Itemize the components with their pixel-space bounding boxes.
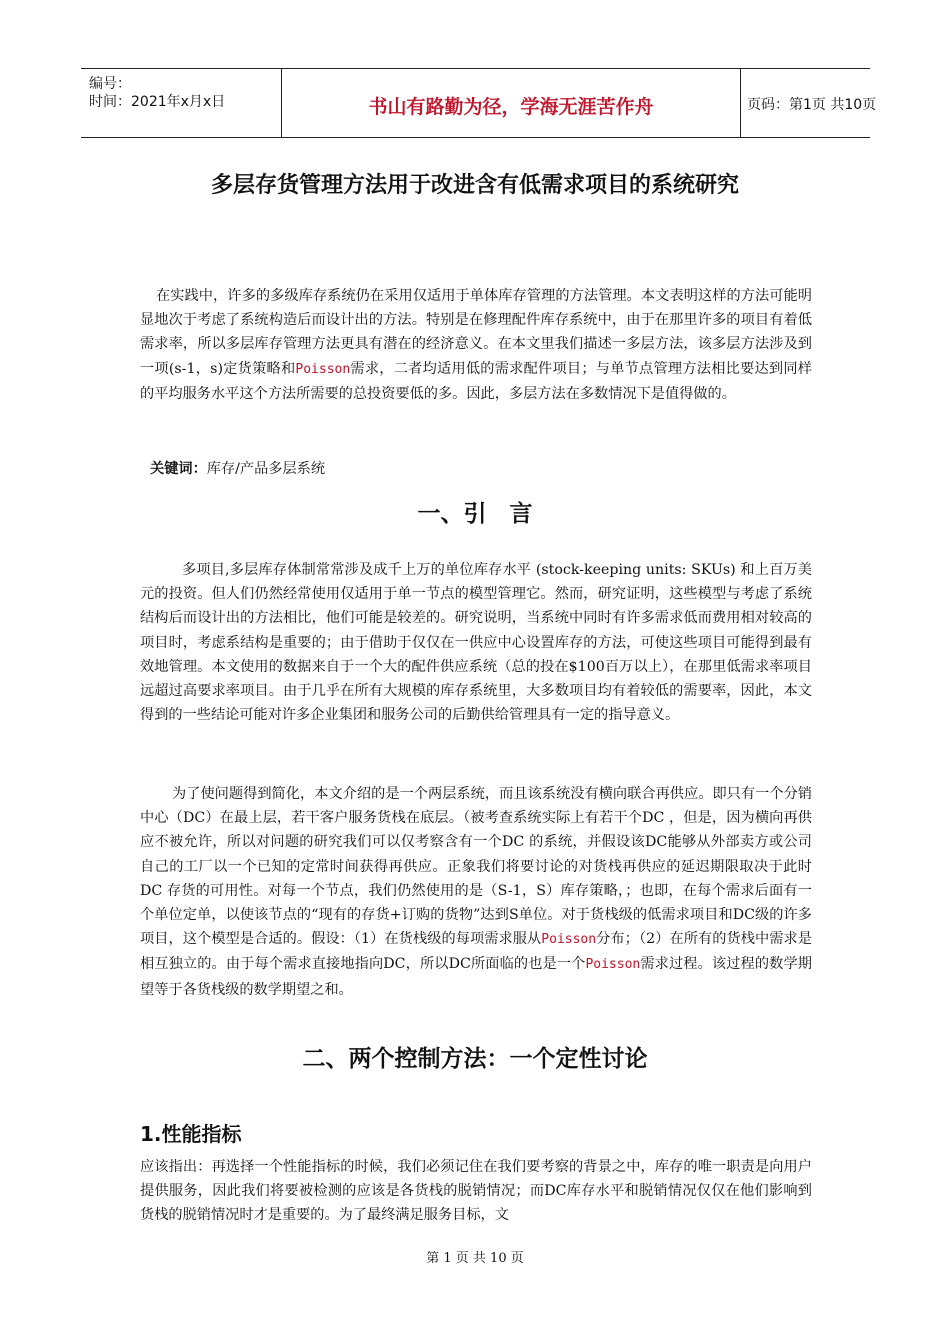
- header-page-info: 页码：第1页 共10页: [747, 97, 877, 113]
- poisson-term: Poisson: [585, 957, 641, 973]
- poisson-term: Poisson: [295, 361, 351, 377]
- abstract-text-1: 在实践中，许多的多级库存系统仍在采用仅适用于单体库存管理的方法管理。本文表明这样的方法可能明显地次于考虑了系统构造后而设计出的方法。特别是在修理配件库存系统中，由于在那里许多的项目有着低需求率，所以多层库存管理方法更具有潜在的经济意义。在本文里我们描述一多层方法，该多层方法涉及到一项(s-1，s)定货策略和: [140, 288, 812, 377]
- abstract-text-2: 需求，二者均适用低的需求配件项目；与单节点管理方法相比要达到同样的平均服务水平这个方法所需要的总投资要低的多。因此，多层方法在多数情况下是值得做的。: [140, 360, 812, 402]
- keywords-label: 关键词：: [150, 461, 207, 477]
- header-page-cell: [739, 69, 877, 137]
- performance-paragraph: 应该指出：再选择一个性能指标的时候，我们必须记住在我们要考察的背景之中，库存的唯一职责是向用户提供服务，因此我们将要被检测的应该是各货栈的脱销情况；而DC库存水平和脱销情况仅仅在他们影响到货栈的脱销情况时才是重要的。为了最终满足服务目标，文: [140, 1159, 812, 1224]
- header-meta-cell: [81, 69, 281, 137]
- header-motto: 书山有路勤为径，学海无涯苦作舟: [368, 96, 654, 118]
- page-footer: 第 1 页 共 10 页: [426, 1251, 524, 1266]
- document-header: [81, 68, 877, 138]
- intro-paragraph-1: 多项目,多层库存体制常常涉及成千上万的单位库存水平 (stock-keeping units: SKUs) 和上百万美元的投资。但人们仍然经常使用仅适用于单一节点的模型管理它。然而，研究证明，这些模型与考虑了系统结构后而设计出的方法相比，他们可能是较差的。研究说明，当系统中同时有许多需求低而费用相对较高的项目时，考虑系结构是重要的；由于借助于仅仅在一供应中心设置库存的方法，可使这些项目可能得到最有效地管理。本文使用的数据来自于一个大的配件供应系统（总的投在$100百万以上），在那里低需求率项目远超过高要求率项目。由于几乎在所有大规模的库存系统里，大多数项目均有着较低的需要率，因此，本文得到的一些结论可能对许多企业集团和服务公司的后勤供给管理具有一定的指导意义。: [140, 562, 812, 724]
- intro-text-a: 为了使问题得到简化，本文介绍的是一个两层系统，而且该系统没有横向联合再供应。即只有一个分销中心（DC）在最上层，若干客户服务货栈在底层。（被考查系统实际上有若干个DC ，但是，因为横向再供应不被允许，所以对问题的研究我们可以仅考察含有一个DC 的系统，并假设该DC能够从外部卖方或公司自己的工厂以一个已知的定常时间获得再供应。正象我们将要讨论的对货栈再供应的延迟期限取决于此时DC 存货的可用性。对每一个节点，我们仍然使用的是（S-1，S）库存策略，；也即，在每个需求后面有一个单位定单，以使该节点的“现有的存货+订购的货物”达到S单位。对于货栈级的低需求项目和DC级的许多项目，这个模型是合适的。假设：（1）在货栈级的每项需求服从: [140, 786, 812, 948]
- doc-date: 时间：2021年x月x日: [89, 94, 226, 110]
- keywords-line: [150, 458, 325, 478]
- abstract-paragraph: [140, 284, 812, 406]
- poisson-term: Poisson: [541, 932, 597, 948]
- intro-text-c: 需求过程。该过程的数学期望等于各货栈级的数学期望之和。: [140, 956, 812, 998]
- header-motto-cell: [281, 69, 741, 137]
- intro-text-b: 分布；（2）在所有的货栈中需求是相互独立的。由于每个需求直接地指向DC，所以DC所面临的也是一个: [140, 931, 812, 973]
- document-title: 多层存货管理方法用于改进含有低需求项目的系统研究: [210, 173, 739, 198]
- section-heading-control-methods: 二、两个控制方法：一个定性讨论: [302, 1046, 648, 1072]
- doc-number-label: 编号：: [89, 76, 131, 92]
- section-heading-introduction: 一、引 言: [417, 501, 533, 527]
- keywords-value: 库存/产品多层系统: [206, 461, 326, 477]
- intro-paragraph-2: [140, 782, 812, 1002]
- subsection-heading-performance: 1.性能指标: [140, 1122, 242, 1146]
